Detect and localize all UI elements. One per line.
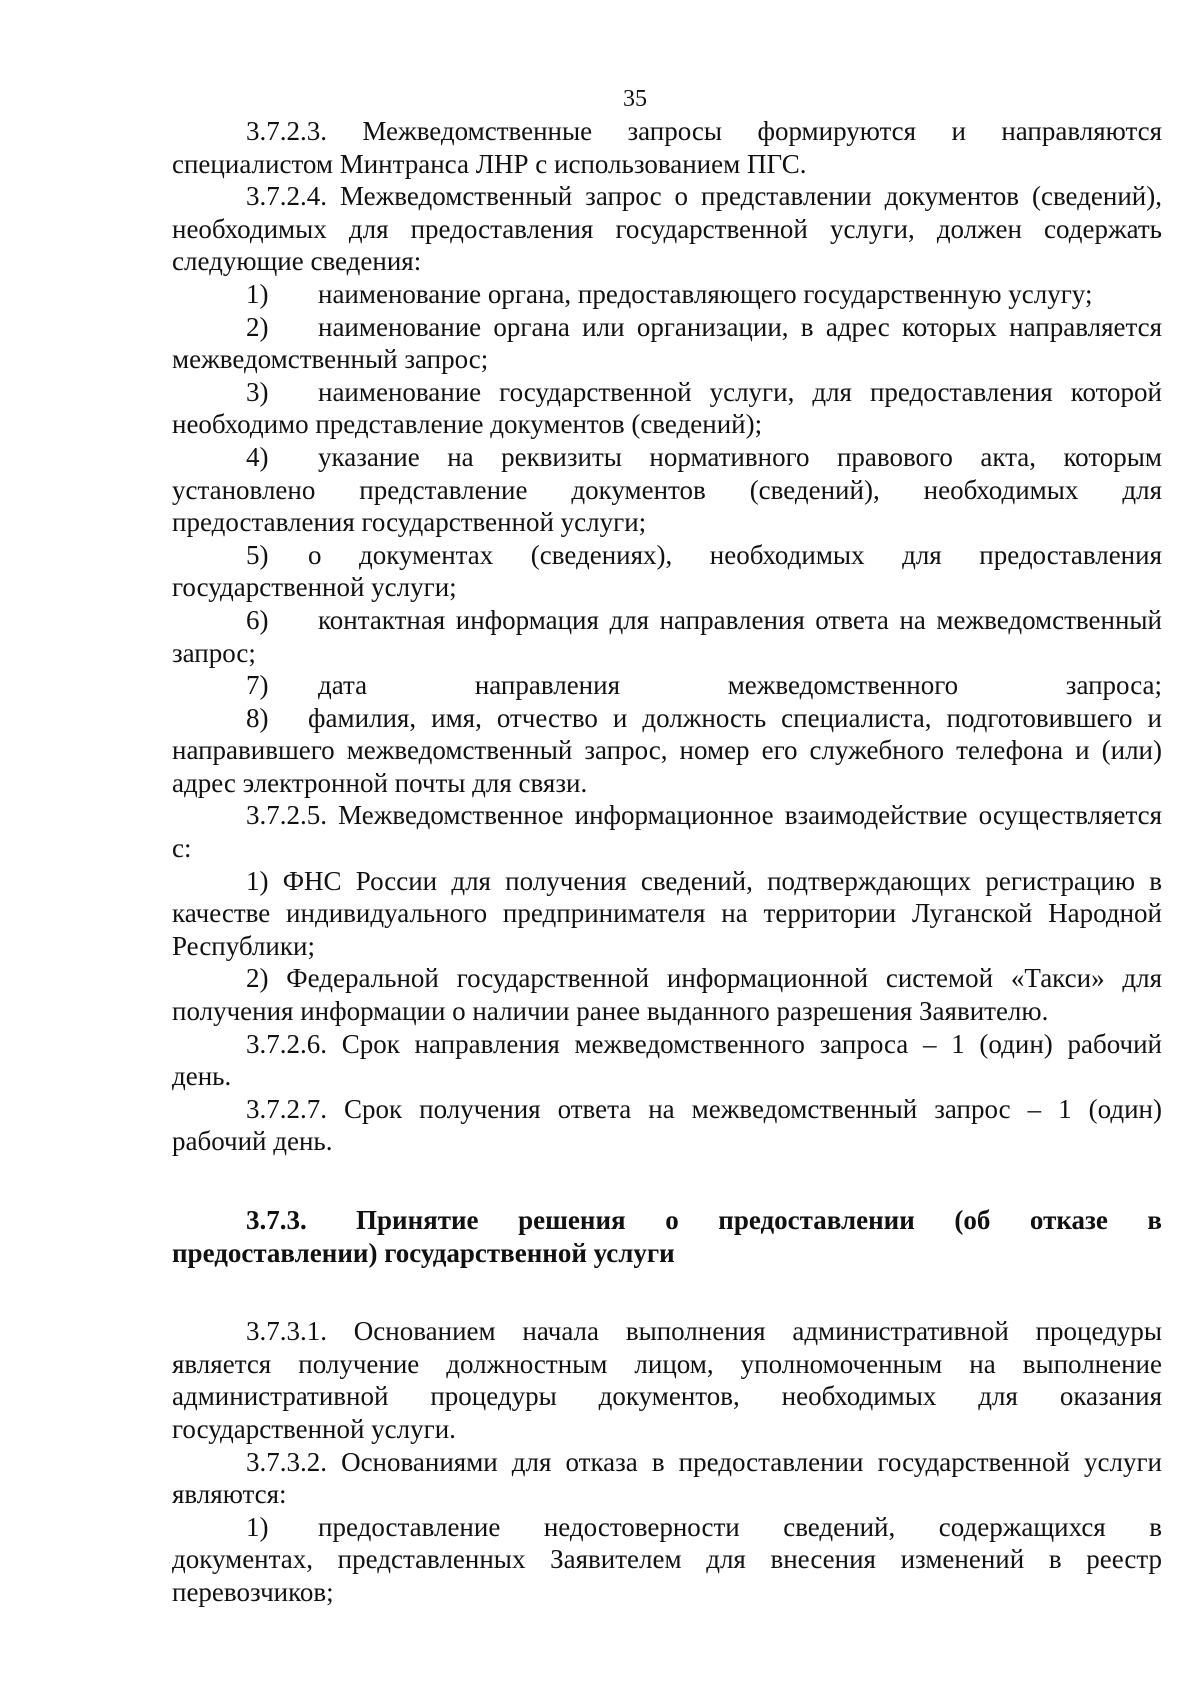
list-item-text: наименование органа или организации, в адрес которых направляется межведомственный запрос;	[172, 311, 1162, 375]
list-item	[172, 278, 1162, 311]
document-body	[172, 115, 1162, 1609]
list-item	[172, 376, 1162, 441]
paragraph-3-7-2-5: 3.7.2.5. Межведомственное информационное взаимодействие осуществляется с:	[172, 800, 1162, 864]
list-item	[172, 539, 1162, 604]
page-number: 35	[623, 86, 647, 112]
list-item-text: дата направления межведомственного запроса;	[318, 670, 1162, 701]
list-item-number: 3)	[246, 376, 269, 407]
paragraph-taxi-system: 2) Федеральной государственной информационной системой «Такси» для получения информации о наличии ранее выданного разрешения Заявителю.	[172, 963, 1162, 1027]
list-item-text: контактная информация для направления ответа на межведомственный запрос;	[172, 604, 1162, 668]
section-heading-number: 3.7.3.	[246, 1205, 307, 1235]
list-item	[172, 702, 1162, 800]
list-item-text: наименование государственной услуги, для предоставления которой необходимо представление документов (сведений);	[172, 376, 1162, 440]
list-item-number: 6)	[246, 604, 269, 635]
paragraph-3-7-3-2: 3.7.3.2. Основаниями для отказа в предоставлении государственной услуги являются:	[172, 1446, 1162, 1510]
list-item-number: 2)	[246, 311, 269, 342]
list-item-text: наименование органа, предоставляющего государственную услугу;	[318, 278, 1093, 309]
paragraph-3-7-3-1: 3.7.3.1. Основанием начала выполнения административной процедуры является получение должностным лицом, уполномоченным на выполнение административной процедуры документов, необходимых для оказания государственной услуги.	[172, 1316, 1162, 1444]
list-item-number: 7)	[246, 670, 269, 701]
paragraph-3-7-2-4: 3.7.2.4. Межведомственный запрос о представлении документов (сведений), необходимых для предоставления государственной услуги, должен содержать следующие сведения:	[172, 181, 1162, 277]
paragraph-fns: 1) ФНС России для получения сведений, подтверждающих регистрацию в качестве индивидуального предпринимателя на территории Луганской Народной Республики;	[172, 865, 1162, 961]
list-item-text: указание на реквизиты нормативного правового акта, которым установлено представление документов (сведений), необходимых для предоставления государственной услуги;	[172, 441, 1162, 538]
list-item	[172, 1511, 1162, 1609]
list-item-number: 1)	[246, 278, 269, 309]
list-item	[172, 604, 1162, 669]
list-item-number: 1)	[246, 1511, 269, 1542]
paragraph-3-7-2-6: 3.7.2.6. Срок направления межведомственного запроса – 1 (один) рабочий день.	[172, 1028, 1162, 1092]
list-item-text: фамилия, имя, отчество и должность специалиста, подготовившего и направившего межведомственный запрос, номер его служебного телефона и (или) адрес электронной почты для связи.	[172, 702, 1162, 798]
paragraph-3-7-2-3: 3.7.2.3. Межведомственные запросы формируются и направляются специалистом Минтранса ЛНР с использованием ПГС.	[172, 116, 1162, 179]
section-heading-text: Принятие решения о предоставлении (об отказе в предоставлении) государственной услуги	[172, 1205, 1162, 1268]
list-item	[172, 441, 1162, 539]
list-item	[172, 669, 1162, 702]
list-item-number: 8)	[246, 702, 269, 733]
list-item-text: о документах (сведениях), необходимых для предоставления государственной услуги;	[172, 539, 1162, 603]
list-item-number: 5)	[246, 539, 269, 570]
list-item-text: предоставление недостоверности сведений, содержащихся в документах, представленных Заявителем для внесения изменений в реестр перевозчиков;	[172, 1511, 1162, 1607]
list-item	[172, 311, 1162, 376]
paragraph-3-7-2-7: 3.7.2.7. Срок получения ответа на межведомственный запрос – 1 (один) рабочий день.	[172, 1093, 1162, 1157]
section-heading	[172, 1204, 1162, 1269]
list-item-number: 4)	[246, 441, 269, 472]
